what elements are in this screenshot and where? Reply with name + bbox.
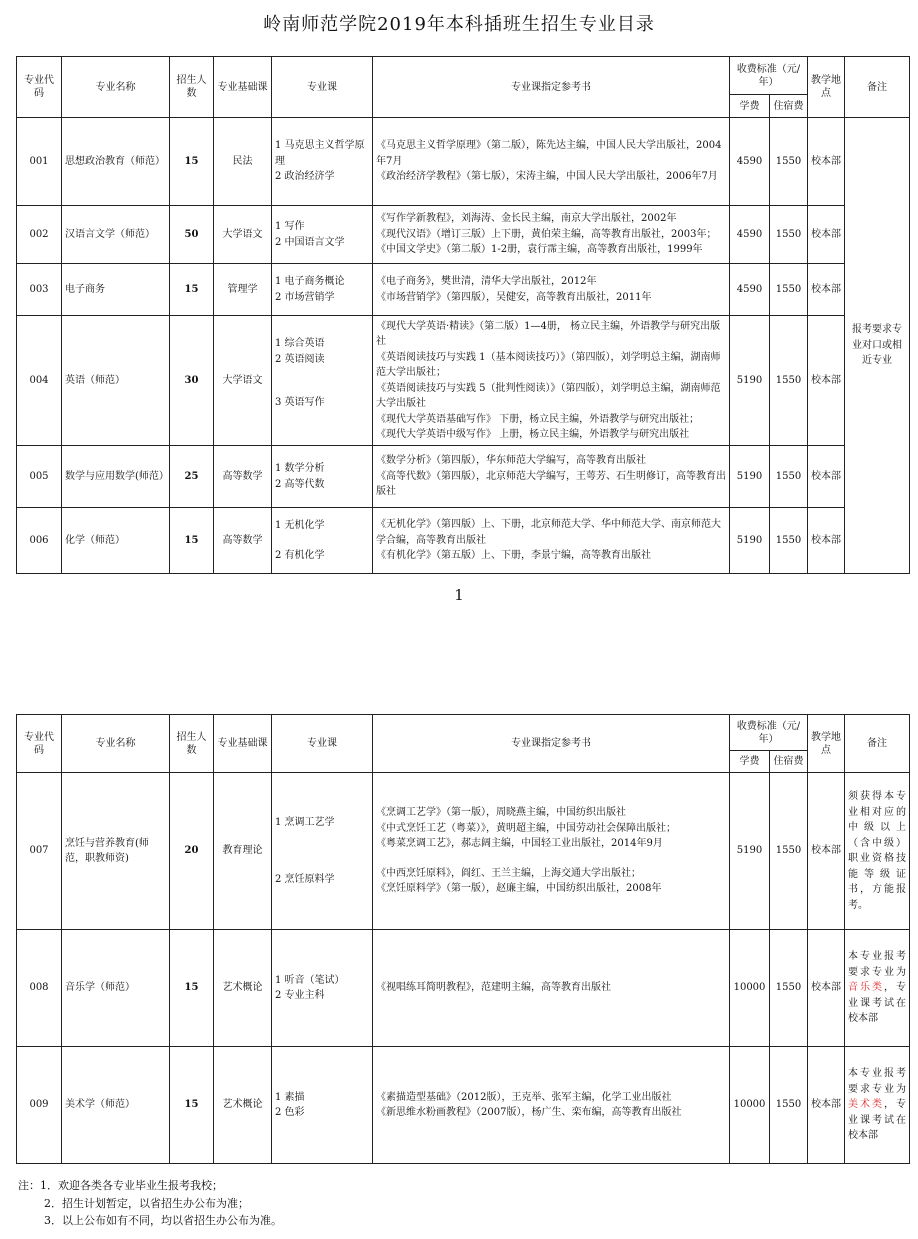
reference-books [373,264,730,316]
major-code: 007 [17,773,62,930]
book-item: 《英语阅读技巧与实践 5（批判性阅读）》（第四版），刘学明总主编，湖南师范大学出版社 [376,382,721,409]
catalog-table-page2 [16,714,910,1164]
book-item: 《无机化学》（第四版）上、下册，北京师范大学、华中师范大学、南京师范大学合编，高等教育出版社 [376,519,721,546]
header-remark: 备注 [845,57,910,118]
major-name: 美术学（师范） [62,1047,170,1164]
course-item: 2 烹饪原料学 [275,874,335,885]
table-row [17,508,910,574]
reference-books [373,206,730,264]
table-row [17,773,910,930]
major-courses [272,206,373,264]
book-item: 《现代大学英语·精读》（第二版）1—4册， 杨立民主编，外语教学与研究出版社 [376,320,721,347]
quota: 20 [170,773,214,930]
table-row [17,206,910,264]
header-remark: 备注 [845,715,910,773]
header-lodging: 住宿费 [770,751,808,773]
basic-course: 高等数学 [214,446,272,508]
major-name: 电子商务 [62,264,170,316]
tuition: 5190 [730,773,770,930]
tuition: 4590 [730,118,770,206]
header-books: 专业课指定参考书 [373,715,730,773]
major-code: 008 [17,930,62,1047]
footnotes [18,1177,282,1230]
tuition: 4590 [730,206,770,264]
lodging: 1550 [770,446,808,508]
header-lodging: 住宿费 [770,95,808,118]
lodging: 1550 [770,118,808,206]
course-item: 3 英语写作 [275,397,325,409]
course-item: 1 数学分析 [275,463,325,474]
tuition: 5190 [730,446,770,508]
book-item: 《高等代数》（第四版），北京师范大学编写，王萼芳、石生明修订，高等教育出版社 [376,470,726,498]
header-campus: 教学地点 [808,715,845,773]
header-major: 专业课 [272,715,373,773]
book-item: 《中式烹饪工艺（粤菜）》，黄明超主编，中国劳动社会保障出版社； [376,822,676,834]
course-item: 1 听音（笔试） [275,974,345,986]
book-item: 《现代汉语》（增订三版）上下册，黄伯荣主编，高等教育出版社，2003年； [376,228,717,240]
basic-course: 教育理论 [214,773,272,930]
book-item: 《新思维水粉画教程》（2007版），杨广生、栾布编，高等教育出版社 [376,1107,682,1118]
reference-books [373,1047,730,1164]
book-item: 《烹调工艺学》（第一版），周晓燕主编，中国纺织出版社 [376,807,626,819]
header-fee: 收费标准（元/年） [730,715,808,751]
major-courses [272,316,373,446]
header-quota: 招生人数 [170,715,214,773]
reference-books [373,508,730,574]
header-name: 专业名称 [62,715,170,773]
quota: 50 [170,206,214,264]
table-row [17,264,910,316]
header-fee: 收费标准（元/年） [730,57,808,95]
book-item: 《素描造型基础》（2012版），王克举、张军主编，化学工业出版社 [376,1091,672,1103]
header-books: 专业课指定参考书 [373,57,730,118]
major-code: 005 [17,446,62,508]
quota: 30 [170,316,214,446]
quota: 15 [170,930,214,1047]
major-courses [272,446,373,508]
footnote: 注：1．欢迎各类各专业毕业生报考我校； [18,1179,223,1192]
major-code: 009 [17,1047,62,1164]
quota: 15 [170,118,214,206]
tuition: 5190 [730,508,770,574]
remark: 须获得本专业相对应的中级以上（含中级）职业资格技能等级证书，方能报考。 [845,773,910,930]
course-item: 1 写作 [275,221,305,232]
quota: 15 [170,508,214,574]
book-item: 《市场营销学》（第四版），吴健安，高等教育出版社，2011年 [376,291,652,303]
major-name: 汉语言文学（师范） [62,206,170,264]
table-row [17,1047,910,1164]
reference-books [373,316,730,446]
lodging: 1550 [770,508,808,574]
campus: 校本部 [808,446,845,508]
table-row [17,930,910,1047]
quota: 15 [170,264,214,316]
book-item: 《有机化学》（第五版）上、下册，李景宁编，高等教育出版社 [376,550,651,562]
campus: 校本部 [808,773,845,930]
campus: 校本部 [808,508,845,574]
course-item: 2 市场营销学 [275,291,335,303]
book-item: 《粤菜烹调工艺》，郝志阔主编，中国轻工业出版社，2014年9月 [376,838,663,850]
basic-course: 民法 [214,118,272,206]
tuition: 4590 [730,264,770,316]
major-code: 002 [17,206,62,264]
remark [845,1047,910,1164]
major-courses [272,930,373,1047]
lodging: 1550 [770,773,808,930]
major-courses [272,118,373,206]
course-item: 1 无机化学 [275,520,325,531]
book-item: 《烹饪原料学》（第一版），赵廉主编，中国纺织出版社，2008年 [376,883,662,895]
course-item: 2 专业主科 [275,990,325,1001]
lodging: 1550 [770,316,808,446]
lodging: 1550 [770,1047,808,1164]
major-name: 烹饪与营养教育(师范，职教师资) [62,773,170,930]
campus: 校本部 [808,118,845,206]
major-code: 003 [17,264,62,316]
remark-text: ，专业课考试在校本部 [848,982,906,1025]
header-quota: 招生人数 [170,57,214,118]
basic-course: 艺术概论 [214,1047,272,1164]
remark-text: 本专业报考要求专业为 [848,951,906,978]
reference-books [373,930,730,1047]
quota: 25 [170,446,214,508]
lodging: 1550 [770,264,808,316]
campus: 校本部 [808,206,845,264]
header-code: 专业代码 [17,715,62,773]
book-item: 《英语阅读技巧与实践 1（基本阅读技巧）》（第四版），刘学明总主编，湖南师范大学出版社； [376,351,721,378]
major-courses [272,773,373,930]
footnote: 2．招生计划暂定，以省招生办公布为准； [44,1196,249,1210]
page-title: 岭南师范学院2019年本科插班生招生专业目录 [263,14,655,35]
basic-course: 大学语文 [214,206,272,264]
course-item: 2 政治经济学 [275,171,335,183]
major-courses [272,1047,373,1164]
footnote: 3．以上公布如有不同，均以省招生办公布为准。 [44,1214,282,1228]
major-code: 006 [17,508,62,574]
remark: 报考要求专业对口或相近专业 [845,118,910,574]
course-item: 2 高等代数 [275,478,325,490]
campus: 校本部 [808,1047,845,1164]
major-name: 英语（师范） [62,316,170,446]
course-item: 1 马克思主义哲学原理 [275,140,365,167]
major-courses [272,264,373,316]
book-item: 《现代大学英语基础写作》 下册，杨立民主编，外语教学与研究出版社； [376,413,700,425]
major-code: 001 [17,118,62,206]
header-tuition: 学费 [730,95,770,118]
basic-course: 高等数学 [214,508,272,574]
reference-books [373,446,730,508]
remark-highlight: 音乐类 [848,982,884,994]
campus: 校本部 [808,316,845,446]
book-item: 《中西烹饪原料》，阎红、王兰主编，上海交通大学出版社； [376,867,641,879]
book-item: 《政治经济学教程》（第七版），宋涛主编，中国人民大学出版社，2006年7月 [376,171,718,183]
header-major: 专业课 [272,57,373,118]
course-item: 1 素描 [275,1091,305,1103]
header-code: 专业代码 [17,57,62,118]
remark-text: 本专业报考要求专业为 [848,1068,906,1095]
major-name: 数学与应用数学(师范） [62,446,170,508]
major-name: 音乐学（师范） [62,930,170,1047]
basic-course: 管理学 [214,264,272,316]
table-row [17,446,910,508]
major-courses [272,508,373,574]
basic-course: 艺术概论 [214,930,272,1047]
tuition: 5190 [730,316,770,446]
catalog-table-page1 [16,56,910,574]
major-code: 004 [17,316,62,446]
table-row [17,316,910,446]
header-name: 专业名称 [62,57,170,118]
book-item: 《视唱练耳简明教程》，范建明主编，高等教育出版社 [376,982,611,994]
tuition: 10000 [730,1047,770,1164]
remark [845,930,910,1047]
header-tuition: 学费 [730,751,770,773]
major-name: 思想政治教育（师范） [62,118,170,206]
campus: 校本部 [808,264,845,316]
tuition: 10000 [730,930,770,1047]
course-item: 1 电子商务概论 [275,276,345,287]
course-item: 2 中国语言文学 [275,236,345,248]
book-item: 《数学分析》（第四版），华东师范大学编写，高等教育出版社 [376,455,646,467]
course-item: 1 综合英语 [275,338,325,350]
header-campus: 教学地点 [808,57,845,118]
remark-highlight: 美术类 [848,1099,884,1111]
quota: 15 [170,1047,214,1164]
reference-books [373,118,730,206]
table-row [17,118,910,206]
book-item: 《现代大学英语中级写作》 上册，杨立民主编，外语教学与研究出版社 [376,429,690,440]
book-item: 《电子商务》，樊世清，清华大学出版社，2012年 [376,276,597,287]
basic-course: 大学语文 [214,316,272,446]
lodging: 1550 [770,930,808,1047]
remark-text: ，专业课考试在校本部 [848,1099,906,1142]
header-basic: 专业基础课 [214,715,272,773]
book-item: 《写作学新教程》，刘海涛、金长民主编，南京大学出版社，2002年 [376,213,677,225]
course-item: 2 英语阅读 [275,353,325,365]
course-item: 1 烹调工艺学 [275,816,335,828]
course-item: 2 有机化学 [275,549,325,561]
page-number: 1 [454,586,464,604]
course-item: 2 色彩 [275,1107,305,1118]
reference-books [373,773,730,930]
header-basic: 专业基础课 [214,57,272,118]
lodging: 1550 [770,206,808,264]
major-name: 化学（师范） [62,508,170,574]
book-item: 《马克思主义哲学原理》（第二版），陈先达主编，中国人民大学出版社，2004年7月 [376,140,722,167]
book-item: 《中国文学史》（第二版）1-2册，袁行霈主编，高等教育出版社，1999年 [376,244,703,256]
campus: 校本部 [808,930,845,1047]
